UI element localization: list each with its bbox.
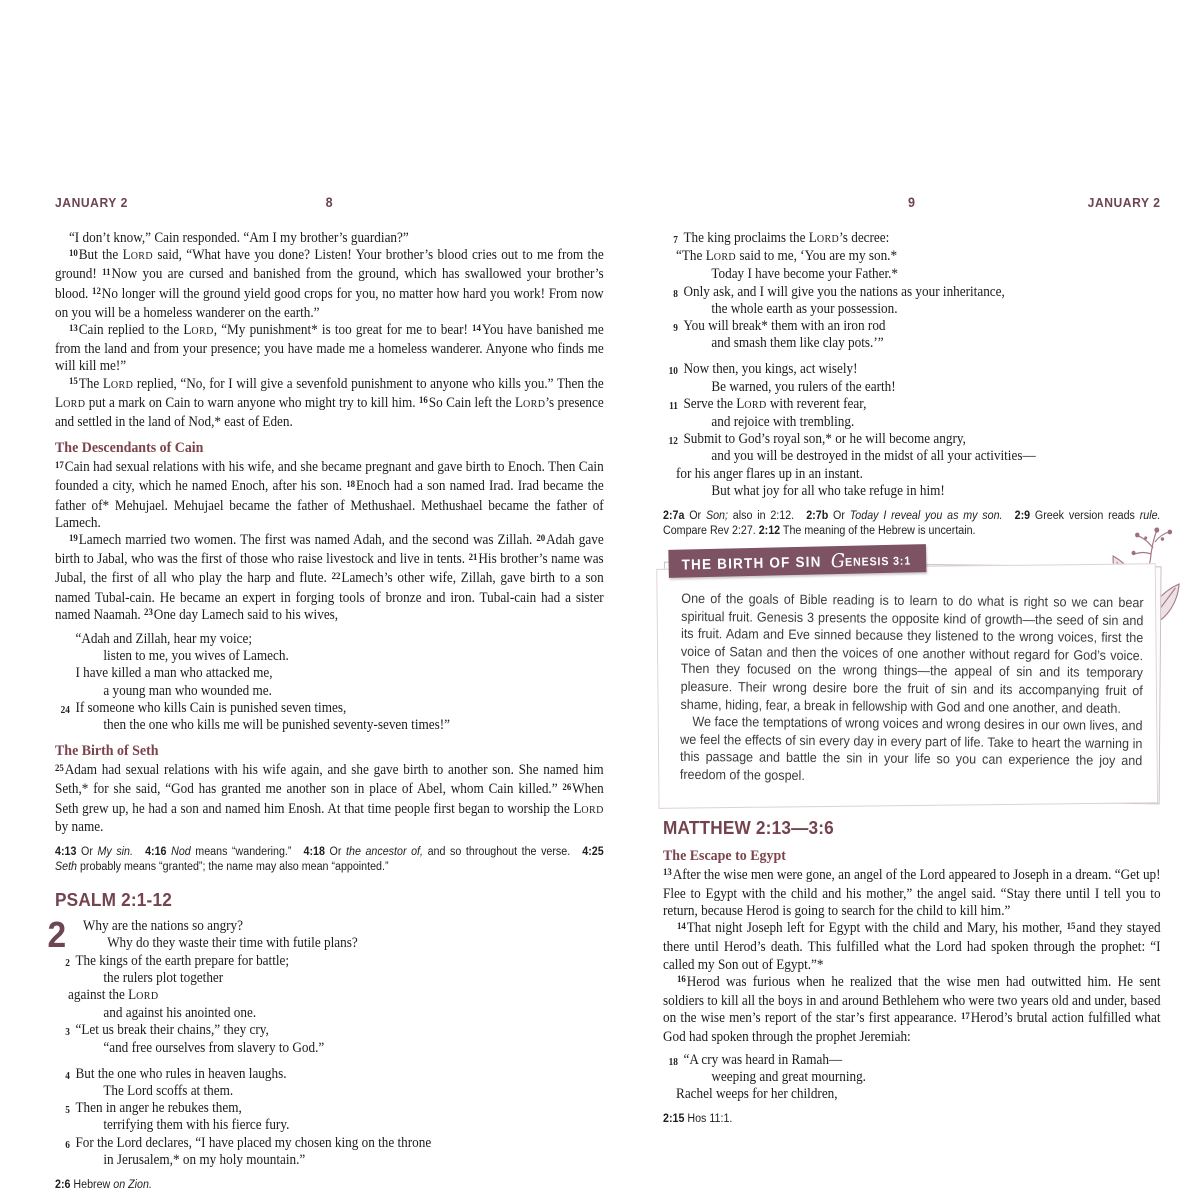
right-text-column-bottom (663, 817, 1161, 1127)
paragraph: $^{25}$Adam had sexual relations with his wife again, and she gave birth to another son. She named him Seth,* for she said, “God has granted me another son in place of Abel, whom Cain killed.” $^{26}$When Seth grew up, he had a son and named him Enosh. At that time people first began to worship the LORD by name. (55, 762, 604, 835)
poetry-line: 7 The king proclaims the LORD’s decree: (663, 230, 1161, 248)
verse-number: 4 (65, 1070, 70, 1082)
verse-number: 10 (68, 248, 78, 259)
verse-number: 11 (669, 400, 678, 412)
paragraph: “I don’t know,” Cain responded. “Am I my brother’s guardian?” (68, 230, 409, 246)
poetry-line: a young man who wounded me. (103, 682, 272, 699)
callout-paragraph: We face the temptations of wrong voices and wrong desires in our own lives, and we feel the effects of sin every day in every part of life. Take to heart the warning in this passage and battle the sin in your life so you can experience the joy and freedom of the gospel. (679, 714, 1143, 783)
poetry-line: and against his anointed one. (103, 1005, 257, 1022)
poetry-line: then the one who kills me will be punished seventy-seven times!” (103, 717, 451, 734)
poetry-line: 6 For the Lord declares, “I have placed my chosen king on the throne (55, 1135, 604, 1152)
callout-reference: GENESIS 3:1 (830, 549, 912, 573)
poetry-line: and you will be destroyed in the midst of all your activities— (711, 448, 1036, 465)
section-heading: The Birth of Seth (55, 743, 159, 760)
footnote-reference: 2:7b (806, 510, 829, 523)
paragraph: $^{15}$The LORD replied, “No, for I will give a sevenfold punishment to anyone who kills you.” Then the LORD put a mark on Cain to warn anyone who might try to kill him. $^{16}$So Cain left the LORD’s presence and settled in the land of Nod,* east of Eden. (55, 375, 604, 431)
divine-name-lord: LORD (573, 800, 604, 817)
poetry-line: the rulers plot together (103, 969, 224, 986)
stanza-gap (55, 1057, 604, 1066)
poetry-line: listen to me, you wives of Lamech. (103, 648, 289, 665)
passage-heading: MATTHEW 2:13—3:6 (663, 816, 834, 838)
footnotes: 2:7a Or Son; also in 2:12. 2:7b Or Today I reveal you as my son. 2:9 Greek version reads rule. Compare Rev 2:27. 2:12 The meaning of the Hebrew is uncertain. (663, 510, 1161, 537)
callout-title: THE BIRTH OF SIN (681, 554, 822, 574)
verse-number: 7 (673, 235, 678, 246)
footnote-reference: 2:15 (663, 1113, 685, 1126)
verse-number: 23 (144, 608, 153, 619)
verse-number: 26 (562, 782, 572, 793)
poetry-line: 8 Only ask, and I will give you the nations as your inheritance, (663, 284, 1161, 301)
verse-number: 14 (472, 323, 481, 334)
poetry-line: the whole earth as your possession. (711, 300, 898, 317)
verse-number: 17 (960, 1011, 970, 1022)
poetry-line: Today I have become your Father.* (711, 266, 899, 283)
footnote-reference: 2:9 (1014, 510, 1031, 523)
poetry-line: 9 You will break* them with an iron rod (663, 318, 1161, 335)
poetry-line: “The LORD said to me, ‘You are my son.* (676, 248, 898, 265)
divine-name-lord: LORD (705, 248, 737, 265)
page-right (663, 195, 1161, 1127)
verse-number: 16 (676, 975, 686, 986)
footnote-reference: 4:25 (582, 846, 604, 859)
running-header-right (663, 195, 1161, 212)
stanza-gap (663, 352, 1161, 361)
verse-number: 14 (676, 921, 686, 932)
callout-paragraph: One of the goals of Bible reading is to learn to do what is right so we can bear spiritual fruit. Genesis 3 presents the opposite kind of growth—the seed of sin and its fruit. Adam and Eve sinned because they listened to the wrong voices, first the voice of Satan and then the voices of one another without regard for God’s voice. Then they focused on the wrong things—the appeal of sin and its temporary pleasure. Their wrong desire bore the fruit of sin and its accompanying fruit of shame, hiding, fear, a break in fellowship with God and one another, and death. (680, 590, 1144, 716)
verse-number: 12 (668, 436, 678, 448)
poetry-line: terrifying them with his fierce fury. (103, 1117, 290, 1134)
poetry-line: 2 The kings of the earth prepare for battle; (55, 953, 604, 970)
footnotes: 2:15 Hos 11:1. (663, 1113, 733, 1126)
footnote-reference: 4:16 (145, 846, 167, 859)
footnote-reference: 4:13 (55, 846, 77, 859)
divine-name-lord: LORD (122, 247, 153, 264)
poetry-line: Why are the nations so angry? (82, 918, 244, 935)
poetry-line: I have killed a man who attacked me, (75, 665, 273, 682)
verse-number: 12 (92, 287, 101, 298)
verse-number: 22 (331, 571, 341, 582)
divine-name-lord: LORD (102, 375, 134, 392)
poetry-line: 5 Then in anger he rebukes them, (55, 1100, 604, 1117)
paragraph: $^{10}$But the LORD said, “What have you done? Listen! Your brother’s blood cries out to me from the ground! $^{11}$Now you are cursed and banished from the ground, which has swallowed your brother’s blood. $^{12}$No longer will the ground yield good crops for you, no matter how hard you work! From now on you will be a homeless wanderer on the earth.” (55, 247, 604, 321)
verse-number: 24 (60, 704, 70, 716)
poetry-line: for his anger flares up in an instant. (676, 465, 863, 482)
italic-text: rule. (1139, 510, 1161, 523)
poetry-block (663, 1052, 1161, 1104)
italic-text: on Zion. (113, 1178, 152, 1191)
italic-text: Son; (705, 510, 728, 523)
divine-name-lord: LORD (514, 394, 546, 411)
verse-number: 17 (55, 460, 64, 471)
paragraph: $^{13}$After the wise men were gone, an angel of the Lord appeared to Joseph in a dream. “Get up! Flee to Egypt with the child and his mother,” the angel said. “Stay there until I tell you to return, because Herod is going to search for the child to kill him.” (663, 866, 1161, 919)
poetry-line: Be warned, you rulers of the earth! (711, 378, 896, 395)
poetry-block (663, 230, 1161, 500)
footnotes: 4:13 Or My sin. 4:16 Nod means “wandering.” 4:18 Or the ancestor of, and so throughout the verse. 4:25 Seth probably means “granted”; the name may also mean “appointed.” (55, 846, 604, 873)
poetry-line: 12 Submit to God’s royal son,* or he will become angry, (663, 431, 1161, 448)
verse-number: 21 (468, 552, 478, 563)
verse-number: 11 (102, 267, 111, 278)
verse-number: 25 (55, 763, 64, 774)
italic-text: Today I reveal you as my son. (849, 510, 1003, 523)
poetry-line: weeping and great mourning. (711, 1068, 866, 1085)
poetry-line: Rachel weeps for her children, (676, 1086, 838, 1103)
divine-name-lord: LORD (128, 986, 159, 1003)
footnote-reference: 2:6 (55, 1178, 71, 1191)
right-text-column-top (663, 230, 1161, 538)
verse-number: 15 (68, 377, 78, 388)
paragraph: $^{16}$Herod was furious when he realized that the wise men had outwitted him. He sent soldiers to kill all the boys in and around Bethlehem who were two years old and under, based on the wise men’s report of the star’s first appearance. $^{17}$Herod’s brutal action fulfilled what God had spoken through the prophet Jeremiah: (663, 973, 1161, 1046)
page-number: 9 (907, 195, 916, 210)
poetry-block (47, 914, 604, 1169)
italic-text: the ancestor of, (346, 846, 423, 859)
poetry-line: in Jerusalem,* on my holy mountain.” (103, 1151, 306, 1168)
verse-number: 9 (673, 323, 678, 335)
paragraph: $^{14}$That night Joseph left for Egypt with the child and Mary, his mother, $^{15}$and they stayed there until Herod’s death. This fulfilled what the Lord had spoken through the prophet: “I called my Son out of Egypt.”* (663, 920, 1161, 973)
section-heading: The Descendants of Cain (55, 440, 204, 457)
divine-name-lord: LORD (736, 395, 767, 412)
divine-name-lord: LORD (55, 394, 86, 411)
italic-text: My sin. (97, 846, 133, 859)
poetry-line: Why do they waste their time with futile plans? (107, 935, 358, 952)
page-number: 8 (325, 195, 334, 210)
footnote-reference: 2:7a (663, 510, 685, 523)
poetry-line: against the LORD (68, 986, 159, 1003)
poetry-line: “Adah and Zillah, hear my voice; (75, 631, 253, 648)
poetry-line: 24 If someone who kills Cain is punished seven times, (55, 700, 604, 717)
divine-name-lord: LORD (183, 322, 214, 339)
verse-number: 18 (668, 1056, 678, 1068)
poetry-block (55, 631, 604, 734)
footnotes: 2:6 Hebrew on Zion. (55, 1178, 152, 1191)
verse-number: 10 (668, 366, 678, 378)
verse-number: 8 (673, 288, 678, 300)
verse-number: 13 (68, 323, 78, 334)
verse-number: 6 (65, 1139, 70, 1151)
italic-text: Nod (171, 846, 191, 859)
poetry-line: 4 But the one who rules in heaven laughs. (55, 1066, 604, 1083)
poetry-line: 10 Now then, you kings, act wisely! (663, 361, 1161, 378)
verse-number: 5 (65, 1105, 70, 1117)
poetry-line: “and free ourselves from slavery to God.” (103, 1039, 325, 1056)
callout-banner (668, 544, 926, 578)
poetry-line: The Lord scoffs at them. (103, 1082, 234, 1099)
devotional-callout (663, 549, 1161, 802)
page-left (47, 195, 604, 1192)
callout-box (662, 562, 1161, 804)
italic-text: Seth (55, 860, 78, 873)
verse-number: 19 (68, 533, 78, 544)
verse-number: 20 (536, 533, 546, 544)
passage-heading: PSALM 2:1-12 (55, 889, 172, 911)
verse-number: 3 (65, 1027, 70, 1039)
footnote-reference: 4:18 (303, 846, 325, 859)
paragraph: $^{13}$Cain replied to the LORD, “My punishment* is too great for me to bear! $^{14}$You have banished me from the land and from your presence; you have made me a homeless wanderer. Anyone who finds me will kill me!” (55, 322, 604, 375)
poetry-line: 18 “A cry was heard in Ramah— (663, 1052, 1161, 1069)
poetry-line: 3 “Let us break their chains,” they cry, (55, 1022, 604, 1039)
verse-number: 13 (663, 868, 672, 879)
verse-number: 15 (1066, 921, 1076, 932)
running-head-date: JANUARY 2 (1087, 195, 1161, 210)
running-header-left (55, 195, 604, 212)
verse-number: 2 (65, 957, 70, 969)
running-head-date: JANUARY 2 (55, 195, 128, 210)
section-heading: The Escape to Egypt (663, 847, 786, 864)
poetry-line: But what joy for all who take refuge in him! (711, 482, 945, 499)
poetry-line: and smash them like clay pots.’” (711, 335, 884, 352)
poetry-line: 11 Serve the LORD with reverent fear, (663, 396, 1161, 414)
paragraph: $^{19}$Lamech married two women. The first was named Adah, and the second was Zillah. $^{20}$Adah gave birth to Jabal, who was the first of those who raise livestock and live in tents. $^{21}$His brother’s name was Jubal, the first of all who play the harp and flute. $^{22}$Lamech’s other wife, Zillah, gave birth to a son named Tubal-cain. He became an expert in forging tools of bronze and iron. Tubal-cain had a sister named Naamah. $^{23}$One day Lamech said to his wives, (55, 532, 604, 623)
chapter-number-dropcap: 2 (47, 914, 67, 956)
verse-number: 16 (419, 396, 428, 407)
poetry-line: and rejoice with trembling. (711, 414, 855, 431)
divine-name-lord: LORD (808, 230, 840, 246)
paragraph: $^{17}$Cain had sexual relations with his wife, and she became pregnant and gave birth to Enoch. Then Cain founded a city, which he named Enoch, after his son. $^{18}$Enoch had a son named Irad. Irad became the father of* Mehujael. Mehujael became the father of Methushael. Methushael became the father of Lamech. (55, 459, 604, 531)
footnote-reference: 2:12 (758, 524, 781, 537)
left-text-column (47, 230, 604, 1192)
verse-number: 18 (346, 479, 356, 490)
